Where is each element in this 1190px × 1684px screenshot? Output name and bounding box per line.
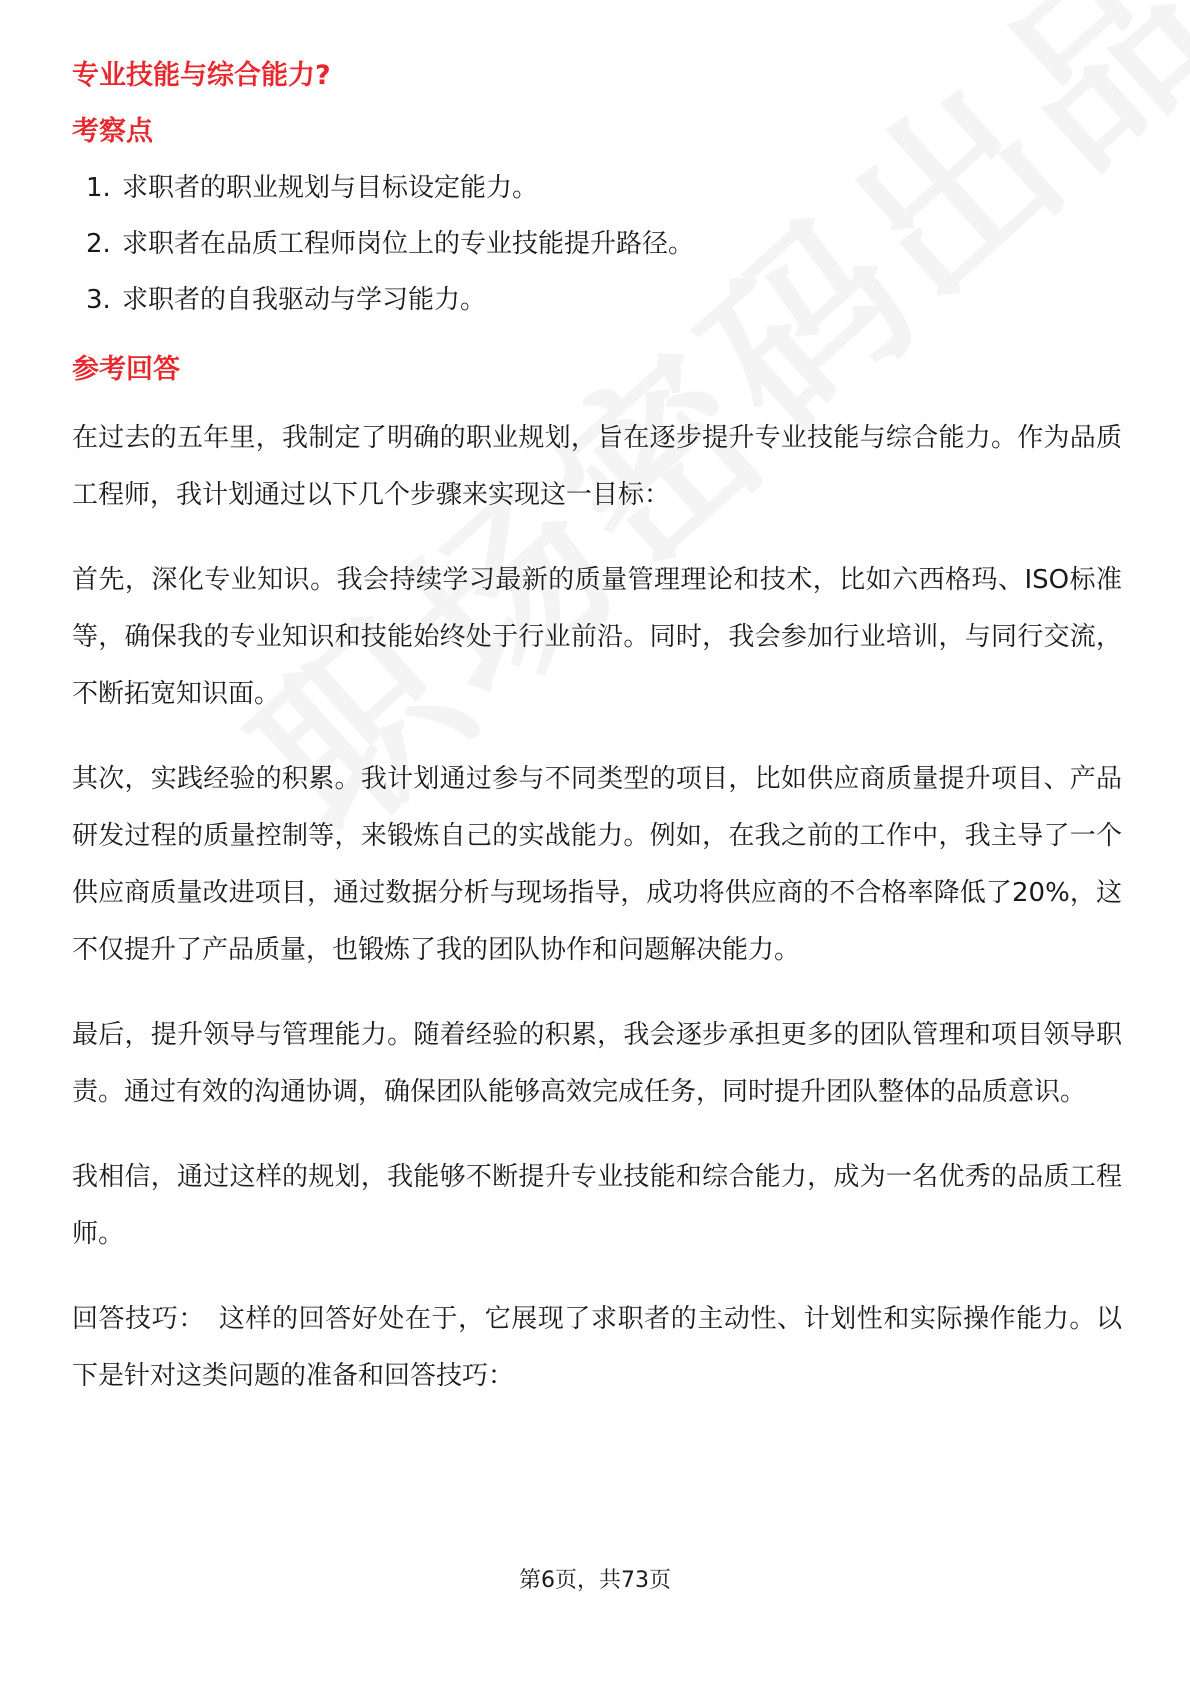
list-item-number: 3. bbox=[86, 285, 111, 315]
tip-label: 回答技巧： bbox=[72, 1304, 205, 1334]
answer-paragraph-4: 最后，提升领导与管理能力。随着经验的积累，我会逐步承担更多的团队管理和项目领导职责。通过有效的沟通协调，确保团队能够高效完成任务，同时提升团队整体的品质意识。 bbox=[72, 1020, 1122, 1107]
list-item bbox=[72, 226, 1122, 262]
page-footer: 第6页，共73页 bbox=[519, 1568, 671, 1593]
tip-text: 这样的回答好处在于，它展现了求职者的主动性、计划性和实际操作能力。以下是针对这类问题的准备和回答技巧： bbox=[72, 1304, 1122, 1391]
list-item-number: 1. bbox=[86, 173, 111, 203]
list-item-text: 求职者的职业规划与目标设定能力。 bbox=[122, 173, 539, 203]
question-title: 专业技能与综合能力? bbox=[72, 60, 331, 91]
section-heading-cankao: 参考回答 bbox=[72, 354, 180, 385]
points-list bbox=[72, 170, 1122, 318]
section-heading-kaocha: 考察点 bbox=[72, 116, 153, 147]
list-item-text: 求职者的自我驱动与学习能力。 bbox=[122, 285, 487, 315]
list-item-text: 求职者在品质工程师岗位上的专业技能提升路径。 bbox=[122, 229, 695, 259]
list-item bbox=[72, 282, 1122, 318]
list-item-number: 2. bbox=[86, 229, 111, 259]
answer-tip-paragraph bbox=[72, 1291, 1122, 1405]
answer-paragraph-5: 我相信，通过这样的规划，我能够不断提升专业技能和综合能力，成为一名优秀的品质工程师。 bbox=[72, 1162, 1122, 1249]
answer-paragraph-2: 首先，深化专业知识。我会持续学习最新的质量管理理论和技术，比如六西格玛、ISO标准等，确保我的专业知识和技能始终处于行业前沿。同时，我会参加行业培训，与同行交流，不断拓宽知识面。 bbox=[72, 565, 1122, 709]
answer-paragraph-1: 在过去的五年里，我制定了明确的职业规划，旨在逐步提升专业技能与综合能力。作为品质工程师，我计划通过以下几个步骤来实现这一目标： bbox=[72, 423, 1122, 510]
answer-paragraph-3: 其次，实践经验的积累。我计划通过参与不同类型的项目，比如供应商质量提升项目、产品研发过程的质量控制等，来锻炼自己的实战能力。例如，在我之前的工作中，我主导了一个供应商质量改进项目，通过数据分析与现场指导，成功将供应商的不合格率降低了20%，这不仅提升了产品质量，也锻炼了我的团队协作和问题解决能力。 bbox=[72, 764, 1122, 965]
list-item bbox=[72, 170, 1122, 206]
page-content bbox=[72, 58, 1122, 1433]
